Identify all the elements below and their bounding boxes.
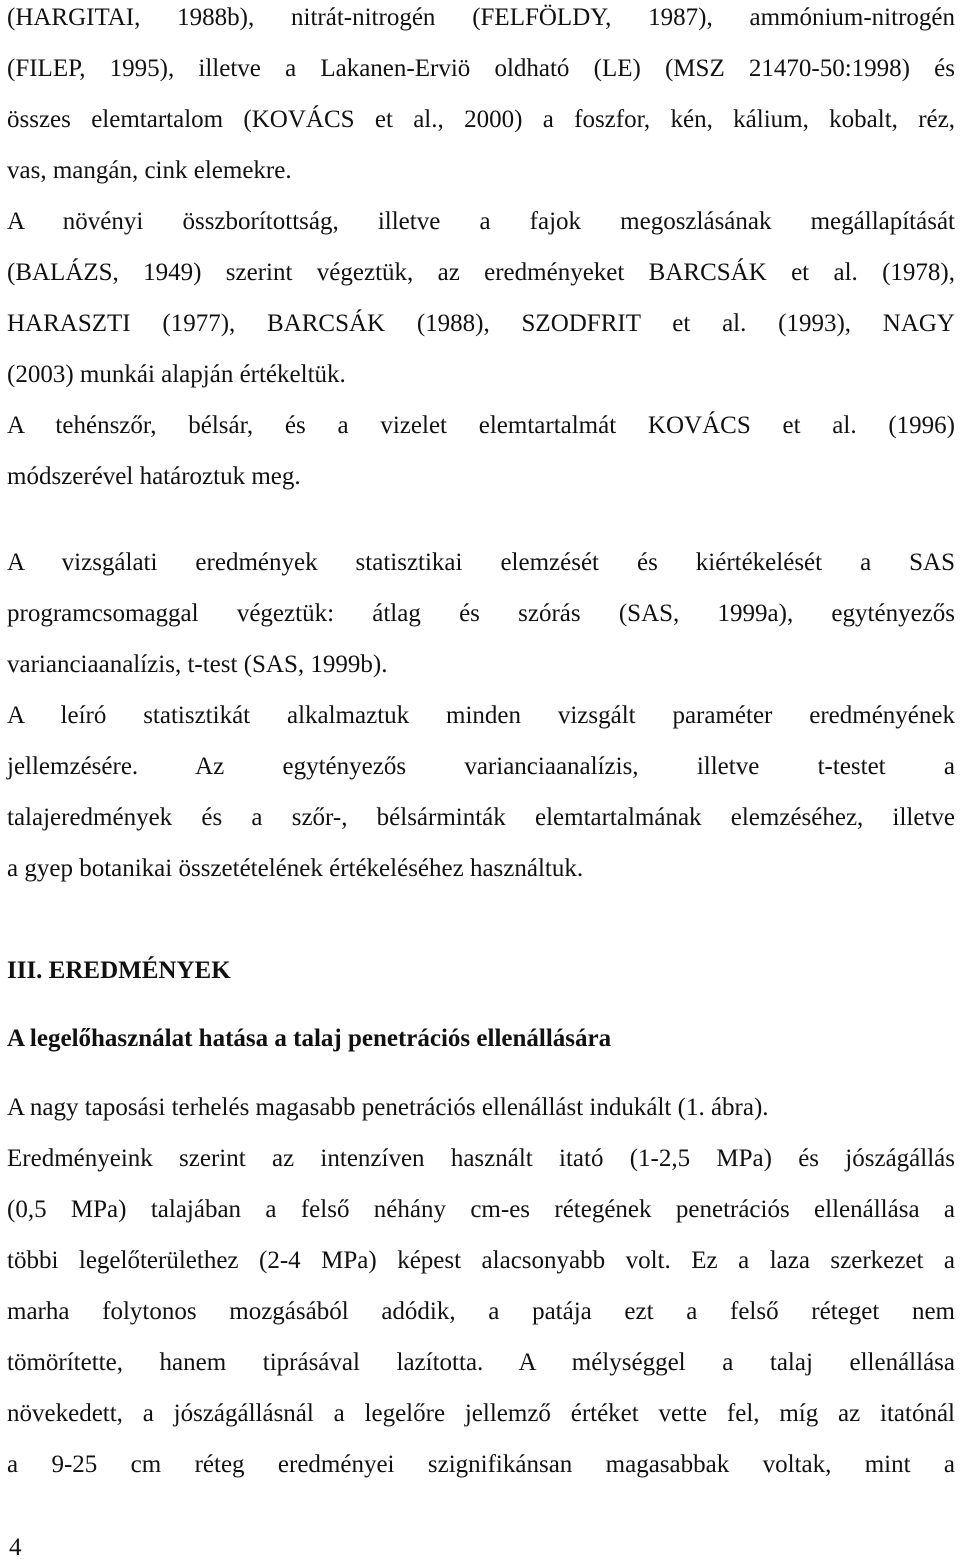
text-line: a 9-25 cm réteg eredményei szignifikánsan magasabbak voltak, mint a: [7, 1451, 955, 1478]
text-line: marha folytonos mozgásából adódik, a patája ezt a felső réteget nem: [7, 1298, 955, 1325]
text-line: összes elemtartalom (KOVÁCS et al., 2000) a foszfor, kén, kálium, kobalt, réz,: [7, 106, 955, 133]
text-line: programcsomaggal végeztük: átlag és szórás (SAS, 1999a), egytényezős: [7, 600, 955, 627]
text-line: A tehénszőr, bélsár, és a vizelet elemtartalmát KOVÁCS et al. (1996): [7, 412, 955, 439]
text-line: Eredményeink szerint az intenzíven használt itató (1-2,5 MPa) és jószágállás: [7, 1145, 955, 1172]
text-line: varianciaanalízis, t-test (SAS, 1999b).: [7, 651, 388, 678]
text-line: (0,5 MPa) talajában a felső néhány cm-es rétegének penetrációs ellenállása a: [7, 1196, 955, 1223]
text-line: A nagy taposási terhelés magasabb penetrációs ellenállást indukált (1. ábra).: [7, 1094, 769, 1121]
text-line: talajeredmények és a szőr-, bélsárminták elemtartalmának elemzéséhez, illetve: [7, 804, 955, 831]
text-line: (FILEP, 1995), illetve a Lakanen-Erviö oldható (LE) (MSZ 21470-50:1998) és: [7, 55, 955, 82]
subsection-heading: A legelőhasználat hatása a talaj penetrációs ellenállására: [7, 1025, 612, 1052]
page-number: 4: [9, 1534, 22, 1561]
text-line: a gyep botanikai összetételének értékeléséhez használtuk.: [7, 855, 584, 882]
text-line: többi legelőterülethez (2-4 MPa) képest alacsonyabb volt. Ez a laza szerkezet a: [7, 1247, 955, 1274]
text-line: módszerével határoztuk meg.: [7, 463, 301, 490]
text-line: vas, mangán, cink elemekre.: [7, 157, 292, 184]
text-line: A vizsgálati eredmények statisztikai elemzését és kiértékelését a SAS: [7, 549, 955, 576]
text-line: tömörítette, hanem tiprásával lazította. A mélységgel a talaj ellenállása: [7, 1349, 955, 1376]
text-line: A növényi összborítottság, illetve a fajok megoszlásának megállapítását: [7, 208, 955, 235]
text-line: HARASZTI (1977), BARCSÁK (1988), SZODFRIT et al. (1993), NAGY: [7, 310, 955, 337]
text-line: (2003) munkái alapján értékeltük.: [7, 361, 346, 388]
text-line: (BALÁZS, 1949) szerint végeztük, az eredményeket BARCSÁK et al. (1978),: [7, 259, 955, 286]
section-heading: III. EREDMÉNYEK: [7, 957, 231, 984]
text-line: A leíró statisztikát alkalmaztuk minden vizsgált paraméter eredményének: [7, 702, 955, 729]
text-line: jellemzésére. Az egytényezős varianciaanalízis, illetve t-testet a: [7, 753, 955, 780]
text-line: növekedett, a jószágállásnál a legelőre jellemző értéket vette fel, míg az itatónál: [7, 1400, 955, 1427]
text-line: (HARGITAI, 1988b), nitrát-nitrogén (FELFÖLDY, 1987), ammónium-nitrogén: [7, 4, 955, 31]
